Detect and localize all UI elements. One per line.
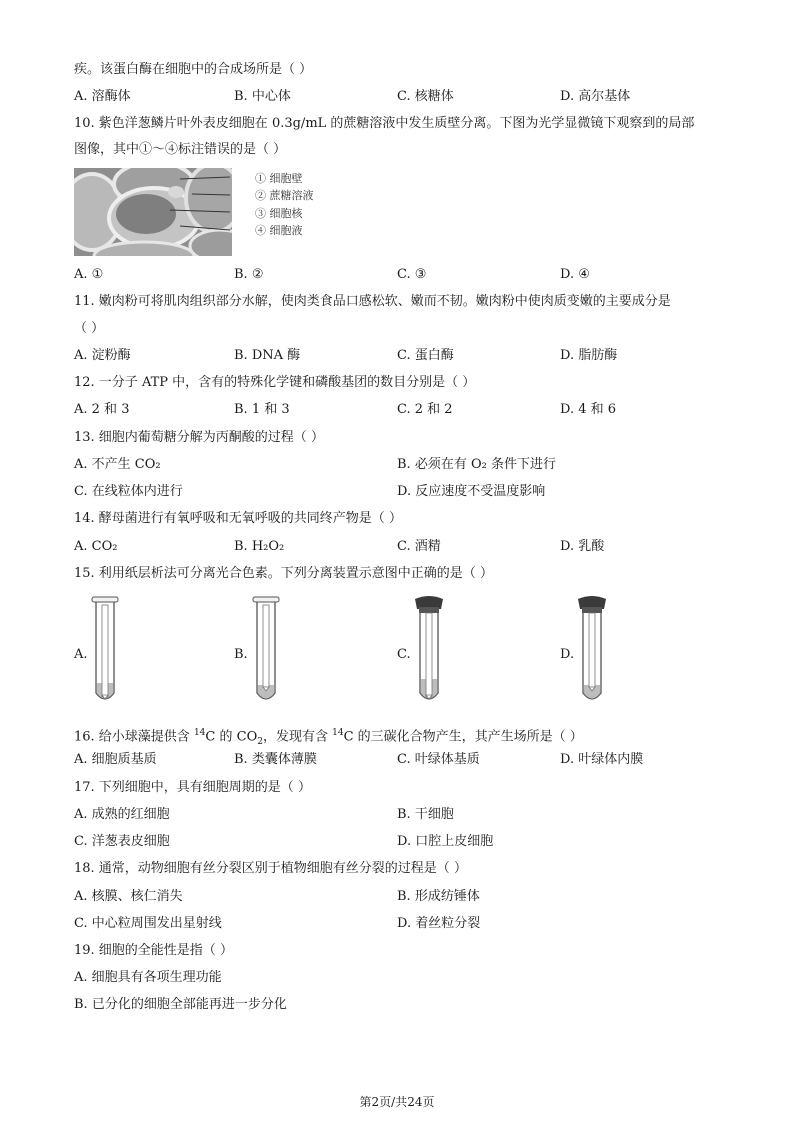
option-b: B. 1 和 3 xyxy=(234,402,290,417)
question-18-text: 18. 通常，动物细胞有丝分裂区别于植物细胞有丝分裂的过程是（ ） xyxy=(74,861,467,876)
option-b: B. 形成纺锤体 xyxy=(397,889,480,904)
option-a: A. 溶酶体 xyxy=(74,89,131,104)
question-13-text: 13. 细胞内葡萄糖分解为丙酮酸的过程（ ） xyxy=(74,430,324,445)
option-d: D. 乳酸 xyxy=(560,539,605,554)
option-a: A. 成熟的红细胞 xyxy=(74,807,170,822)
option-a: A. 2 和 3 xyxy=(74,402,130,417)
option-c: C. 核糖体 xyxy=(397,89,454,104)
option-c: C. ③ xyxy=(397,267,427,282)
test-tube-d-figure xyxy=(575,595,609,707)
option-b: B. xyxy=(234,647,248,662)
question-text: 疾。该蛋白酶在细胞中的合成场所是（ ） xyxy=(74,62,313,77)
option-b: B. ② xyxy=(234,267,264,282)
figure-label-3: ③ 细胞核 xyxy=(255,207,303,220)
option-c: C. 中心粒周围发出星射线 xyxy=(74,916,222,931)
option-c: C. 2 和 2 xyxy=(397,402,453,417)
test-tube-c-figure xyxy=(412,595,446,707)
option-a: A. ① xyxy=(74,267,104,282)
question-12-text: 12. 一分子 ATP 中，含有的特殊化学键和磷酸基团的数目分别是（ ） xyxy=(74,375,476,390)
option-d: D. 脂肪酶 xyxy=(560,348,618,363)
question-10-text-cont: 图像，其中①～④标注错误的是（ ） xyxy=(74,142,287,157)
option-a: A. xyxy=(74,647,88,662)
option-b: B. 干细胞 xyxy=(397,807,454,822)
figure-label-1: ① 细胞壁 xyxy=(255,172,303,185)
option-a: A. 细胞具有各项生理功能 xyxy=(74,970,222,985)
figure-label-4: ④ 细胞液 xyxy=(255,224,303,237)
option-c: C. 酒精 xyxy=(397,539,441,554)
option-a: A. 淀粉酶 xyxy=(74,348,131,363)
option-b: B. H₂O₂ xyxy=(234,539,285,554)
option-d: D. 着丝粒分裂 xyxy=(397,916,481,931)
option-a: A. 不产生 CO₂ xyxy=(74,457,161,472)
option-b: B. 中心体 xyxy=(234,89,291,104)
question-16-text: 16. 给小球藻提供含 $^{14}$C 的 $CO_2$，发现有含 $^{14}$C 的三碳化合物产生，其产生场所是（ ） xyxy=(74,728,583,747)
option-d: D. 高尔基体 xyxy=(560,89,631,104)
question-15-text: 15. 利用纸层析法可分离光合色素。下列分离装置示意图中正确的是（ ） xyxy=(74,566,493,581)
question-11-text: 11. 嫩肉粉可将肌肉组织部分水解，使肉类食品口感松软、嫩而不韧。嫩肉粉中使肉质变嫩的主要成分是 xyxy=(74,294,671,309)
question-11-text-cont: （ ） xyxy=(74,321,105,336)
option-c: C. 在线粒体内进行 xyxy=(74,484,183,499)
question-17-text: 17. 下列细胞中，具有细胞周期的是（ ） xyxy=(74,780,311,795)
option-b: B. 必须在有 O₂ 条件下进行 xyxy=(397,457,556,472)
figure-label-2: ② 蔗糖溶液 xyxy=(255,189,314,202)
option-a: A. 核膜、核仁消失 xyxy=(74,889,183,904)
question-14-text: 14. 酵母菌进行有氧呼吸和无氧呼吸的共同终产物是（ ） xyxy=(74,511,402,526)
option-d: D. xyxy=(560,647,575,662)
option-d: D. 口腔上皮细胞 xyxy=(397,834,494,849)
option-c: C. 叶绿体基质 xyxy=(397,752,480,767)
figure-leader-lines xyxy=(150,168,270,248)
option-d: D. 叶绿体内膜 xyxy=(560,752,644,767)
option-a: A. 细胞质基质 xyxy=(74,752,157,767)
test-tube-a-figure xyxy=(88,595,122,707)
test-tube-b-figure xyxy=(249,595,283,707)
option-d: D. 4 和 6 xyxy=(560,402,617,417)
option-c: C. 蛋白酶 xyxy=(397,348,454,363)
option-b: B. 已分化的细胞全部能再进一步分化 xyxy=(74,997,287,1012)
option-b: B. DNA 酶 xyxy=(234,348,301,363)
question-19-text: 19. 细胞的全能性是指（ ） xyxy=(74,943,233,958)
option-c: C. xyxy=(397,647,411,662)
option-a: A. CO₂ xyxy=(74,539,118,554)
page-footer: 第2页/共24页 xyxy=(359,1095,435,1109)
option-d: D. 反应速度不受温度影响 xyxy=(397,484,546,499)
question-10-text: 10. 紫色洋葱鳞片叶外表皮细胞在 0.3g/mL 的蔗糖溶液中发生质壁分离。下图为光学显微镜下观察到的局部 xyxy=(74,116,695,131)
option-c: C. 洋葱表皮细胞 xyxy=(74,834,170,849)
option-b: B. 类囊体薄膜 xyxy=(234,752,317,767)
option-d: D. ④ xyxy=(560,267,590,282)
